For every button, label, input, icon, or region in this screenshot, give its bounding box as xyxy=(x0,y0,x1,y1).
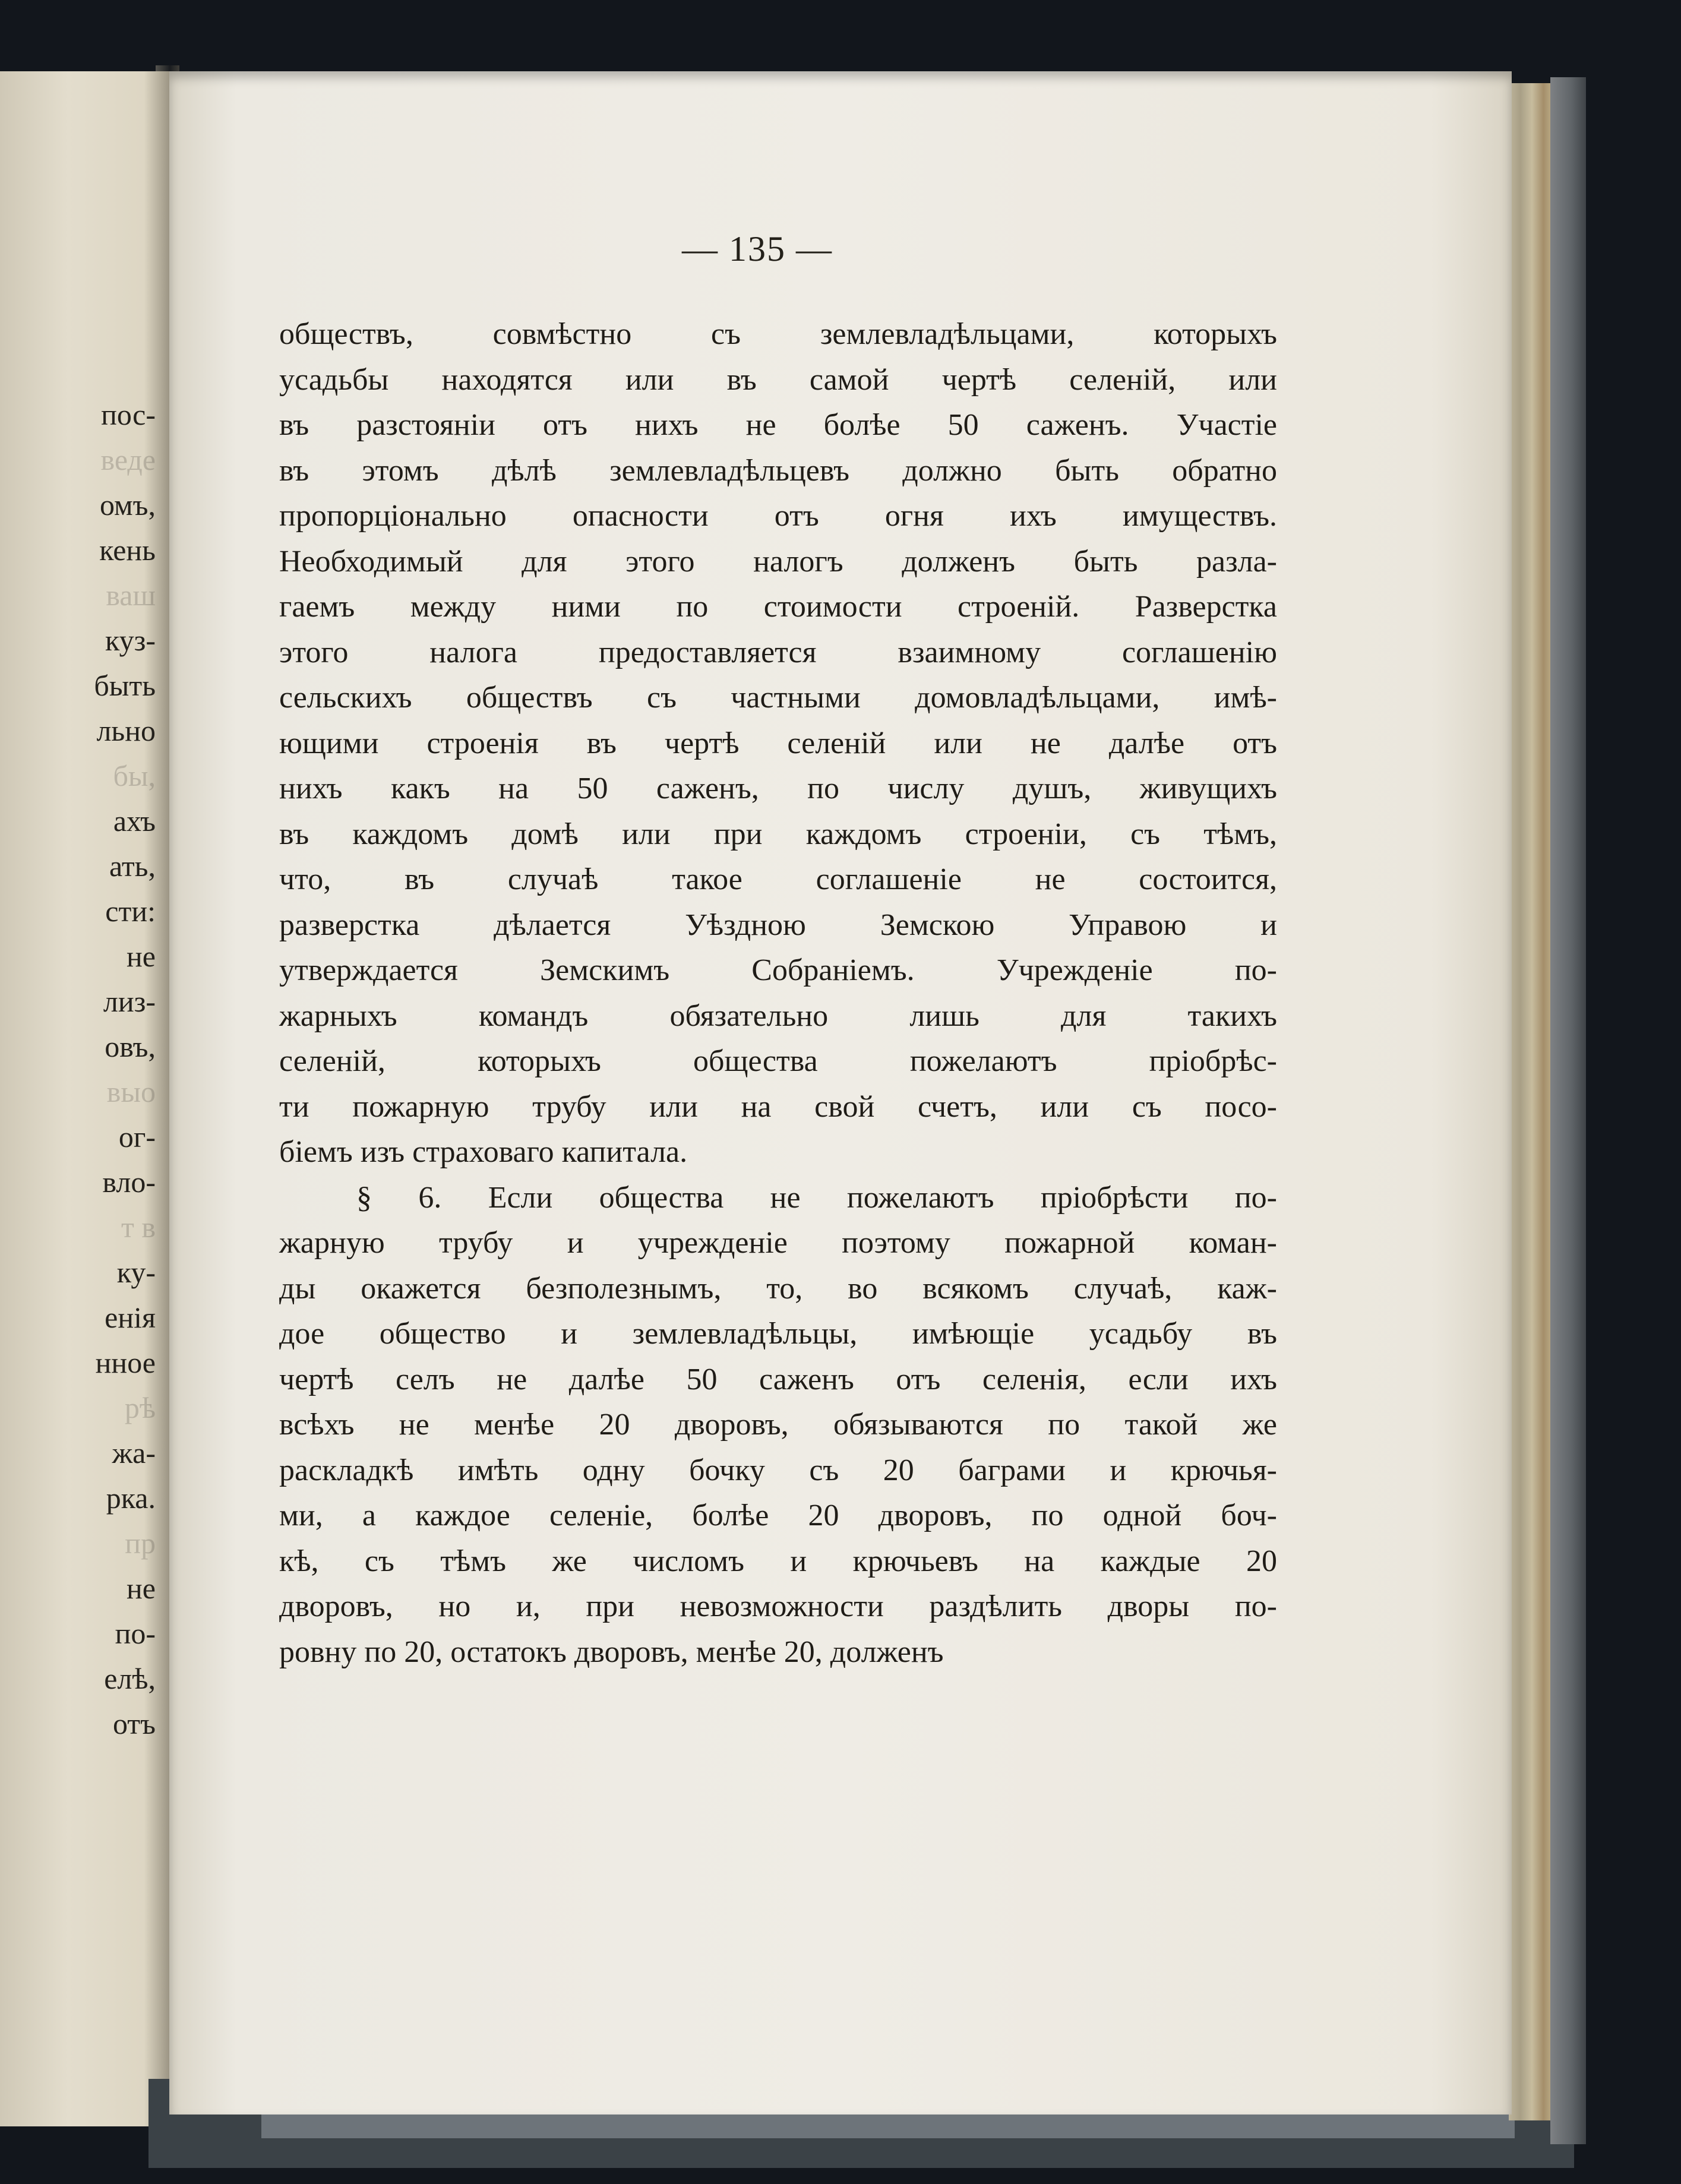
text-line: чертѣ селъ не далѣе 50 саженъ отъ селенія, если ихъ xyxy=(279,1362,1277,1396)
left-page-line-fragment: кень xyxy=(99,533,156,567)
text-line: Необходимый для этого налогъ долженъ быть разла- xyxy=(279,544,1277,579)
text-line: всѣхъ не менѣе 20 дворовъ, обязываются по такой же xyxy=(279,1408,1277,1442)
left-page-line-fragment: овъ, xyxy=(105,1030,156,1063)
text-line: утверждается Земскимъ Собраніемъ. Учрежденіе по- xyxy=(279,953,1277,987)
left-page-line-fragment: енія xyxy=(105,1301,156,1334)
text-line: этого налога предоставляется взаимному соглашенію xyxy=(279,635,1277,669)
left-page-line-fragment: сти: xyxy=(105,895,156,928)
text-line: селеній, которыхъ общества пожелаютъ пріобрѣс- xyxy=(279,1044,1277,1078)
text-line: кѣ, съ тѣмъ же числомъ и крючьевъ на каждые 20 xyxy=(279,1544,1277,1578)
left-page-line-fragment: нное xyxy=(95,1346,156,1379)
left-page-line-fragment: льно xyxy=(96,714,156,747)
text-line: ти пожарную трубу или на свой счетъ, или съ посо- xyxy=(279,1089,1277,1124)
left-page-line-fragment: жа- xyxy=(112,1436,156,1469)
text-line: ми, а каждое селеніе, болѣе 20 дворовъ, по одной боч- xyxy=(279,1499,1277,1532)
text-line: жарную трубу и учрежденіе поэтому пожарной коман- xyxy=(279,1226,1277,1260)
text-line: въ разстояніи отъ нихъ не болѣе 50 саженъ. Участіе xyxy=(279,408,1277,442)
left-page-line-fragment: ку- xyxy=(116,1256,156,1289)
left-page-line-fragment: пос- xyxy=(101,398,156,431)
left-page-line-fragment: елѣ, xyxy=(104,1662,156,1695)
left-page-line-fragment: отъ xyxy=(112,1707,156,1740)
text-line: дое общество и землевладѣльцы, имѣющіе усадьбу въ xyxy=(279,1317,1277,1351)
left-page-line-fragment: бы, xyxy=(113,759,156,792)
text-line: въ каждомъ домѣ или при каждомъ строеніи, съ тѣмъ, xyxy=(279,817,1277,851)
text-line: ющими строенія въ чертѣ селеній или не далѣе отъ xyxy=(279,726,1277,760)
left-page-line-fragment: не xyxy=(127,1572,156,1605)
left-page-line-fragment: пр xyxy=(125,1526,156,1560)
left-page-line-fragment: ать, xyxy=(109,849,156,883)
text-line: жарныхъ командъ обязательно лишь для такихъ xyxy=(279,998,1277,1033)
text-line: ды окажется безполезнымъ, то, во всякомъ случаѣ, каж- xyxy=(279,1271,1277,1306)
text-line: обществъ, совмѣстно съ землевладѣльцами, которыхъ xyxy=(279,317,1277,351)
left-page-line-fragment: рка. xyxy=(106,1481,156,1515)
left-page-line-fragment: омъ, xyxy=(99,488,156,521)
text-line: пропорціонально опасности отъ огня ихъ имуществъ. xyxy=(279,499,1277,533)
text-line: нихъ какъ на 50 саженъ, по числу душъ, живущихъ xyxy=(279,772,1277,805)
text-line: сельскихъ обществъ съ частными домовладѣльцами, имѣ- xyxy=(279,681,1277,715)
left-page-fragment xyxy=(0,71,169,2126)
left-page-line-fragment: лиз- xyxy=(103,985,156,1018)
text-line: что, въ случаѣ такое соглашеніе не состоится, xyxy=(279,862,1277,896)
left-page-line-fragment: быть xyxy=(94,669,156,702)
page-number: — 135 — xyxy=(682,229,833,268)
left-page-line-fragment: по- xyxy=(115,1617,156,1650)
text-line: ровну по 20, остатокъ дворовъ, менѣе 20, долженъ xyxy=(279,1635,944,1669)
left-page-line-fragment: ахъ xyxy=(113,804,156,837)
left-page-line-fragment: ог- xyxy=(118,1120,156,1153)
text-line: § 6. Если общества не пожелаютъ пріобрѣсти по- xyxy=(356,1180,1277,1215)
text-line: усадьбы находятся или въ самой чертѣ селеній, или xyxy=(279,362,1277,397)
text-line: біемъ изъ страховаго капитала. xyxy=(279,1135,688,1169)
text-line: въ этомъ дѣлѣ землевладѣльцевъ должно быть обратно xyxy=(279,453,1277,488)
book-cover-edge xyxy=(261,2115,1515,2138)
book-cover-side xyxy=(1550,77,1586,2144)
left-page-line-fragment: куз- xyxy=(105,624,156,657)
left-page-line-fragment: вло- xyxy=(102,1165,156,1199)
left-page-line-fragment: веде xyxy=(100,443,156,476)
left-page-line-fragment: т в xyxy=(121,1210,156,1244)
page-text-block xyxy=(279,312,1277,1675)
text-line: разверстка дѣлается Уѣздною Земскою Управою и xyxy=(279,908,1277,942)
left-page-line-fragment: не xyxy=(127,940,156,973)
left-page-text xyxy=(0,392,162,1746)
text-line: раскладкѣ имѣть одну бочку съ 20 баграми и крючья- xyxy=(279,1453,1277,1487)
left-page-line-fragment: выо xyxy=(106,1075,156,1108)
left-page-line-fragment: рѣ xyxy=(124,1391,156,1424)
left-page-line-fragment: ваш xyxy=(106,579,156,612)
text-line: дворовъ, но и, при невозможности раздѣлить дворы по- xyxy=(279,1589,1277,1623)
text-line: гаемъ между ними по стоимости строеній. Разверстка xyxy=(279,590,1277,624)
